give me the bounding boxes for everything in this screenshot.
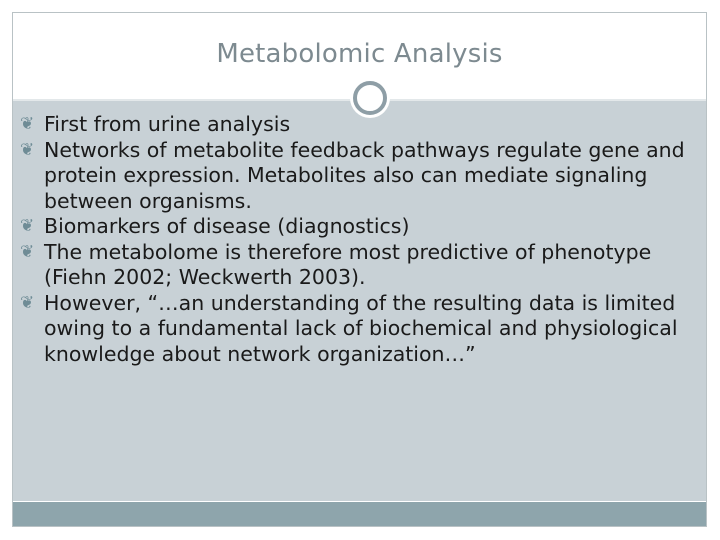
footer-bar bbox=[13, 502, 706, 526]
bullet-text: However, “…an understanding of the resulting data is limited owing to a fundamental lack of biochemical and physiological knowledge about network organization…” bbox=[44, 290, 678, 366]
leaf-bullet-icon: ❦ bbox=[20, 241, 35, 262]
bullet-list bbox=[18, 112, 698, 367]
bullet-text: The metabolome is therefore most predictive of phenotype (Fiehn 2002; Weckwerth 2003). bbox=[44, 239, 652, 289]
leaf-bullet-icon: ❦ bbox=[20, 139, 35, 160]
bullet-text: Biomarkers of disease (diagnostics) bbox=[44, 214, 410, 238]
bullet-item bbox=[18, 291, 698, 368]
slide-title: Metabolomic Analysis bbox=[216, 39, 503, 69]
bullet-item bbox=[18, 240, 698, 291]
bullet-text: Networks of metabolite feedback pathways regulate gene and protein expression. Metabolites also can mediate signaling between organisms. bbox=[44, 137, 685, 213]
ring-icon bbox=[353, 81, 387, 115]
bullet-text: First from urine analysis bbox=[44, 112, 291, 136]
bullet-item bbox=[18, 214, 698, 240]
leaf-bullet-icon: ❦ bbox=[20, 292, 35, 313]
leaf-bullet-icon: ❦ bbox=[20, 114, 35, 134]
bullet-item bbox=[18, 138, 698, 215]
bullet-item bbox=[18, 112, 698, 138]
leaf-bullet-icon: ❦ bbox=[20, 216, 35, 236]
